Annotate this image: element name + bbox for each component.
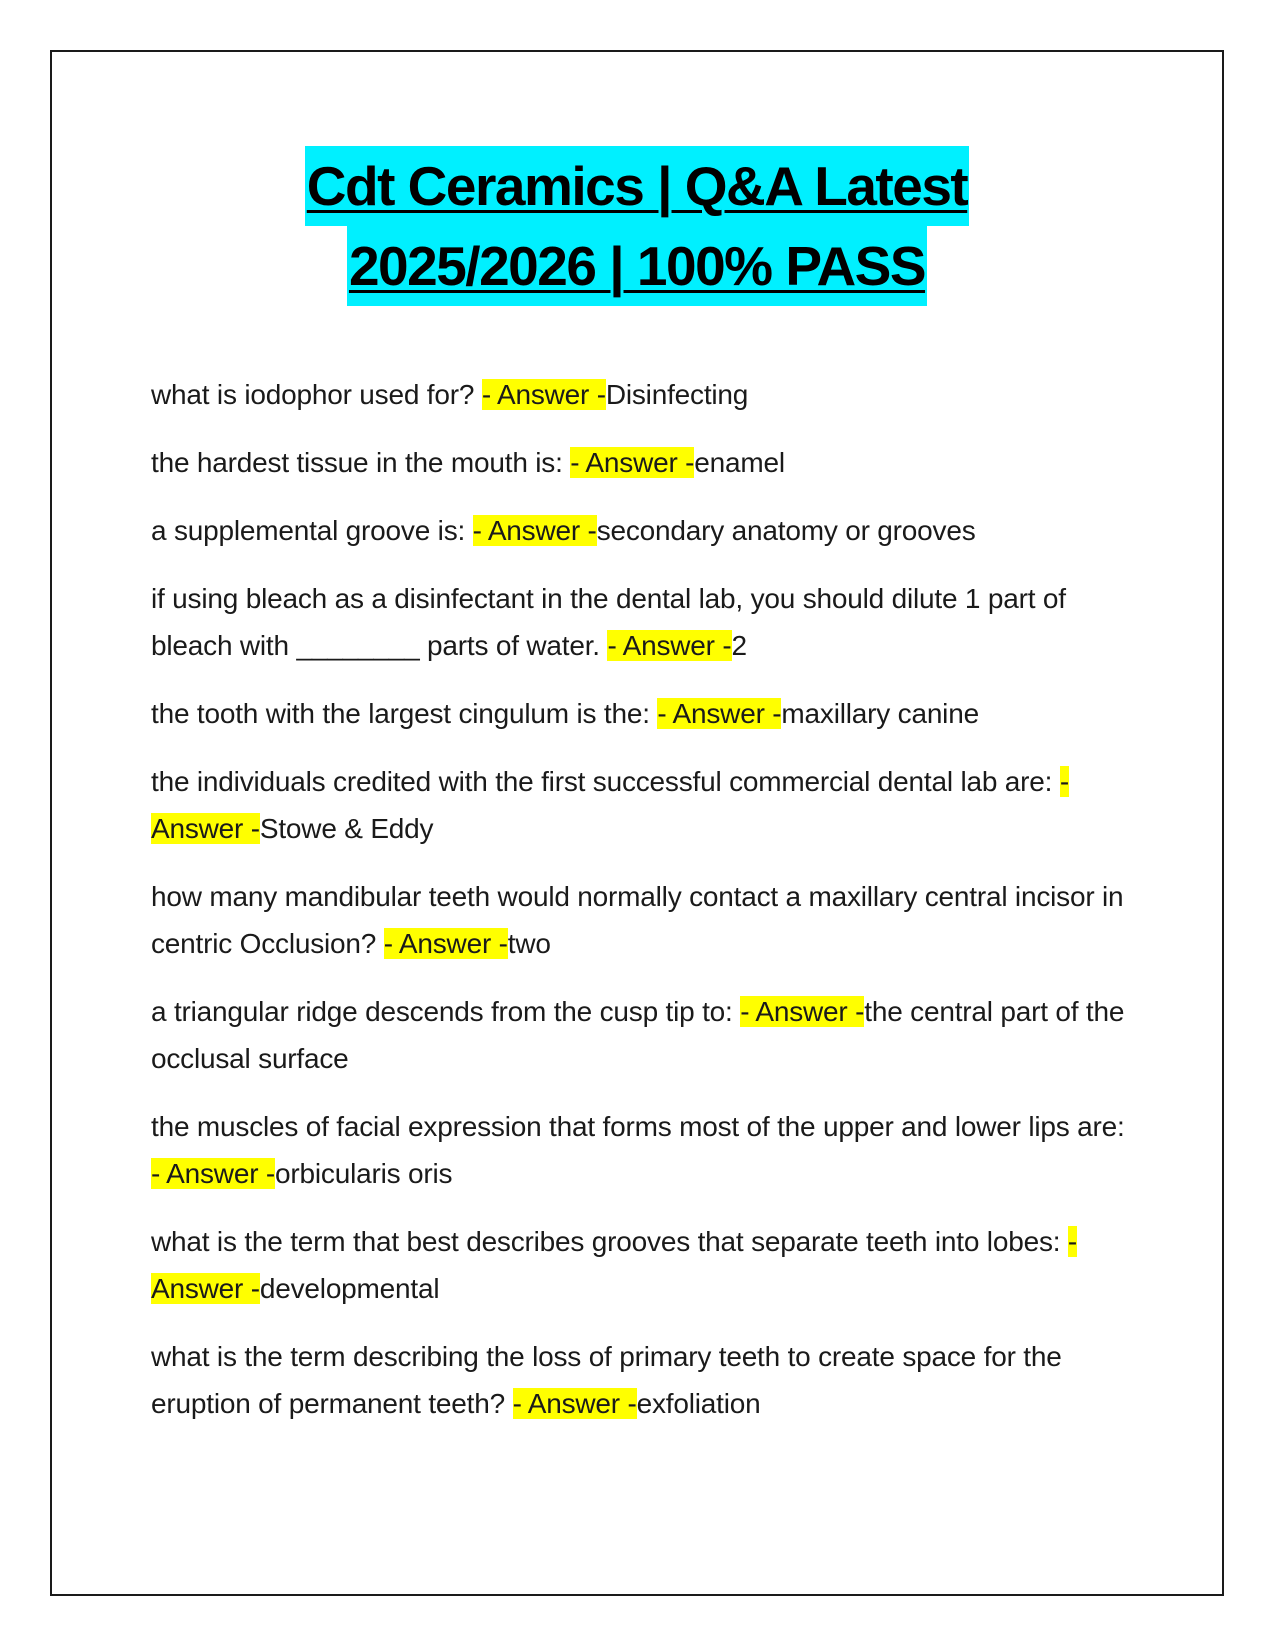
answer-text: developmental <box>259 1273 440 1304</box>
question-text: how many mandibular teeth would normally contact a maxillary central incisor in centric Occlusion? <box>151 881 1124 959</box>
question-text: a triangular ridge descends from the cusp tip to: <box>151 996 741 1027</box>
qa-item <box>151 1103 1141 1197</box>
qa-item <box>151 758 1141 852</box>
question-text: what is the term describing the loss of primary teeth to create space for the eruption of permanent teeth? <box>151 1341 1062 1419</box>
answer-marker: - Answer - <box>570 447 695 478</box>
answer-text: Disinfecting <box>605 379 749 410</box>
qa-item <box>151 873 1141 967</box>
question-text: what is iodophor used for? <box>151 379 482 410</box>
answer-text: two <box>507 928 551 959</box>
answer-marker: - Answer - <box>151 1158 276 1189</box>
question-text: a supplemental groove is: <box>151 515 473 546</box>
answer-text: maxillary canine <box>781 698 979 729</box>
answer-text: the central part of the occlusal surface <box>151 996 1125 1074</box>
question-text: the muscles of facial expression that forms most of the upper and lower lips are: <box>151 1111 1125 1142</box>
qa-item <box>151 439 1141 486</box>
question-text: what is the term that best describes grooves that separate teeth into lobes: <box>151 1226 1068 1257</box>
question-text: the individuals credited with the first successful commercial dental lab are: <box>151 766 1060 797</box>
answer-marker: - Answer - <box>512 1388 637 1419</box>
qa-item <box>151 988 1141 1082</box>
qa-item <box>151 1333 1141 1427</box>
qa-item <box>151 575 1141 669</box>
document-title <box>50 146 1224 306</box>
answer-marker: - Answer - <box>740 996 865 1027</box>
question-text: if using bleach as a disinfectant in the dental lab, you should dilute 1 part of bleach with ________ parts of water. <box>151 583 1066 661</box>
answer-text: Stowe & Eddy <box>259 813 434 844</box>
qa-list <box>151 371 1141 1448</box>
qa-item <box>151 507 1141 554</box>
answer-marker: - Answer - <box>607 630 732 661</box>
answer-marker: - Answer - <box>151 766 1069 844</box>
qa-item <box>151 1218 1141 1312</box>
question-text: the hardest tissue in the mouth is: <box>151 447 571 478</box>
answer-text: 2 <box>731 630 747 661</box>
qa-item <box>151 690 1141 737</box>
answer-text: exfoliation <box>636 1388 761 1419</box>
title-line-1: Cdt Ceramics | Q&A Latest <box>305 146 969 226</box>
answer-marker: - Answer - <box>383 928 508 959</box>
title-line-2: 2025/2026 | 100% PASS <box>347 226 927 306</box>
answer-text: orbicularis oris <box>275 1158 453 1189</box>
question-text: the tooth with the largest cingulum is the: <box>151 698 658 729</box>
answer-marker: - Answer - <box>481 379 606 410</box>
answer-marker: - Answer - <box>472 515 597 546</box>
answer-marker: - Answer - <box>657 698 782 729</box>
answer-marker: - Answer - <box>151 1226 1078 1304</box>
answer-text: enamel <box>694 447 785 478</box>
qa-item <box>151 371 1141 418</box>
answer-text: secondary anatomy or grooves <box>596 515 976 546</box>
